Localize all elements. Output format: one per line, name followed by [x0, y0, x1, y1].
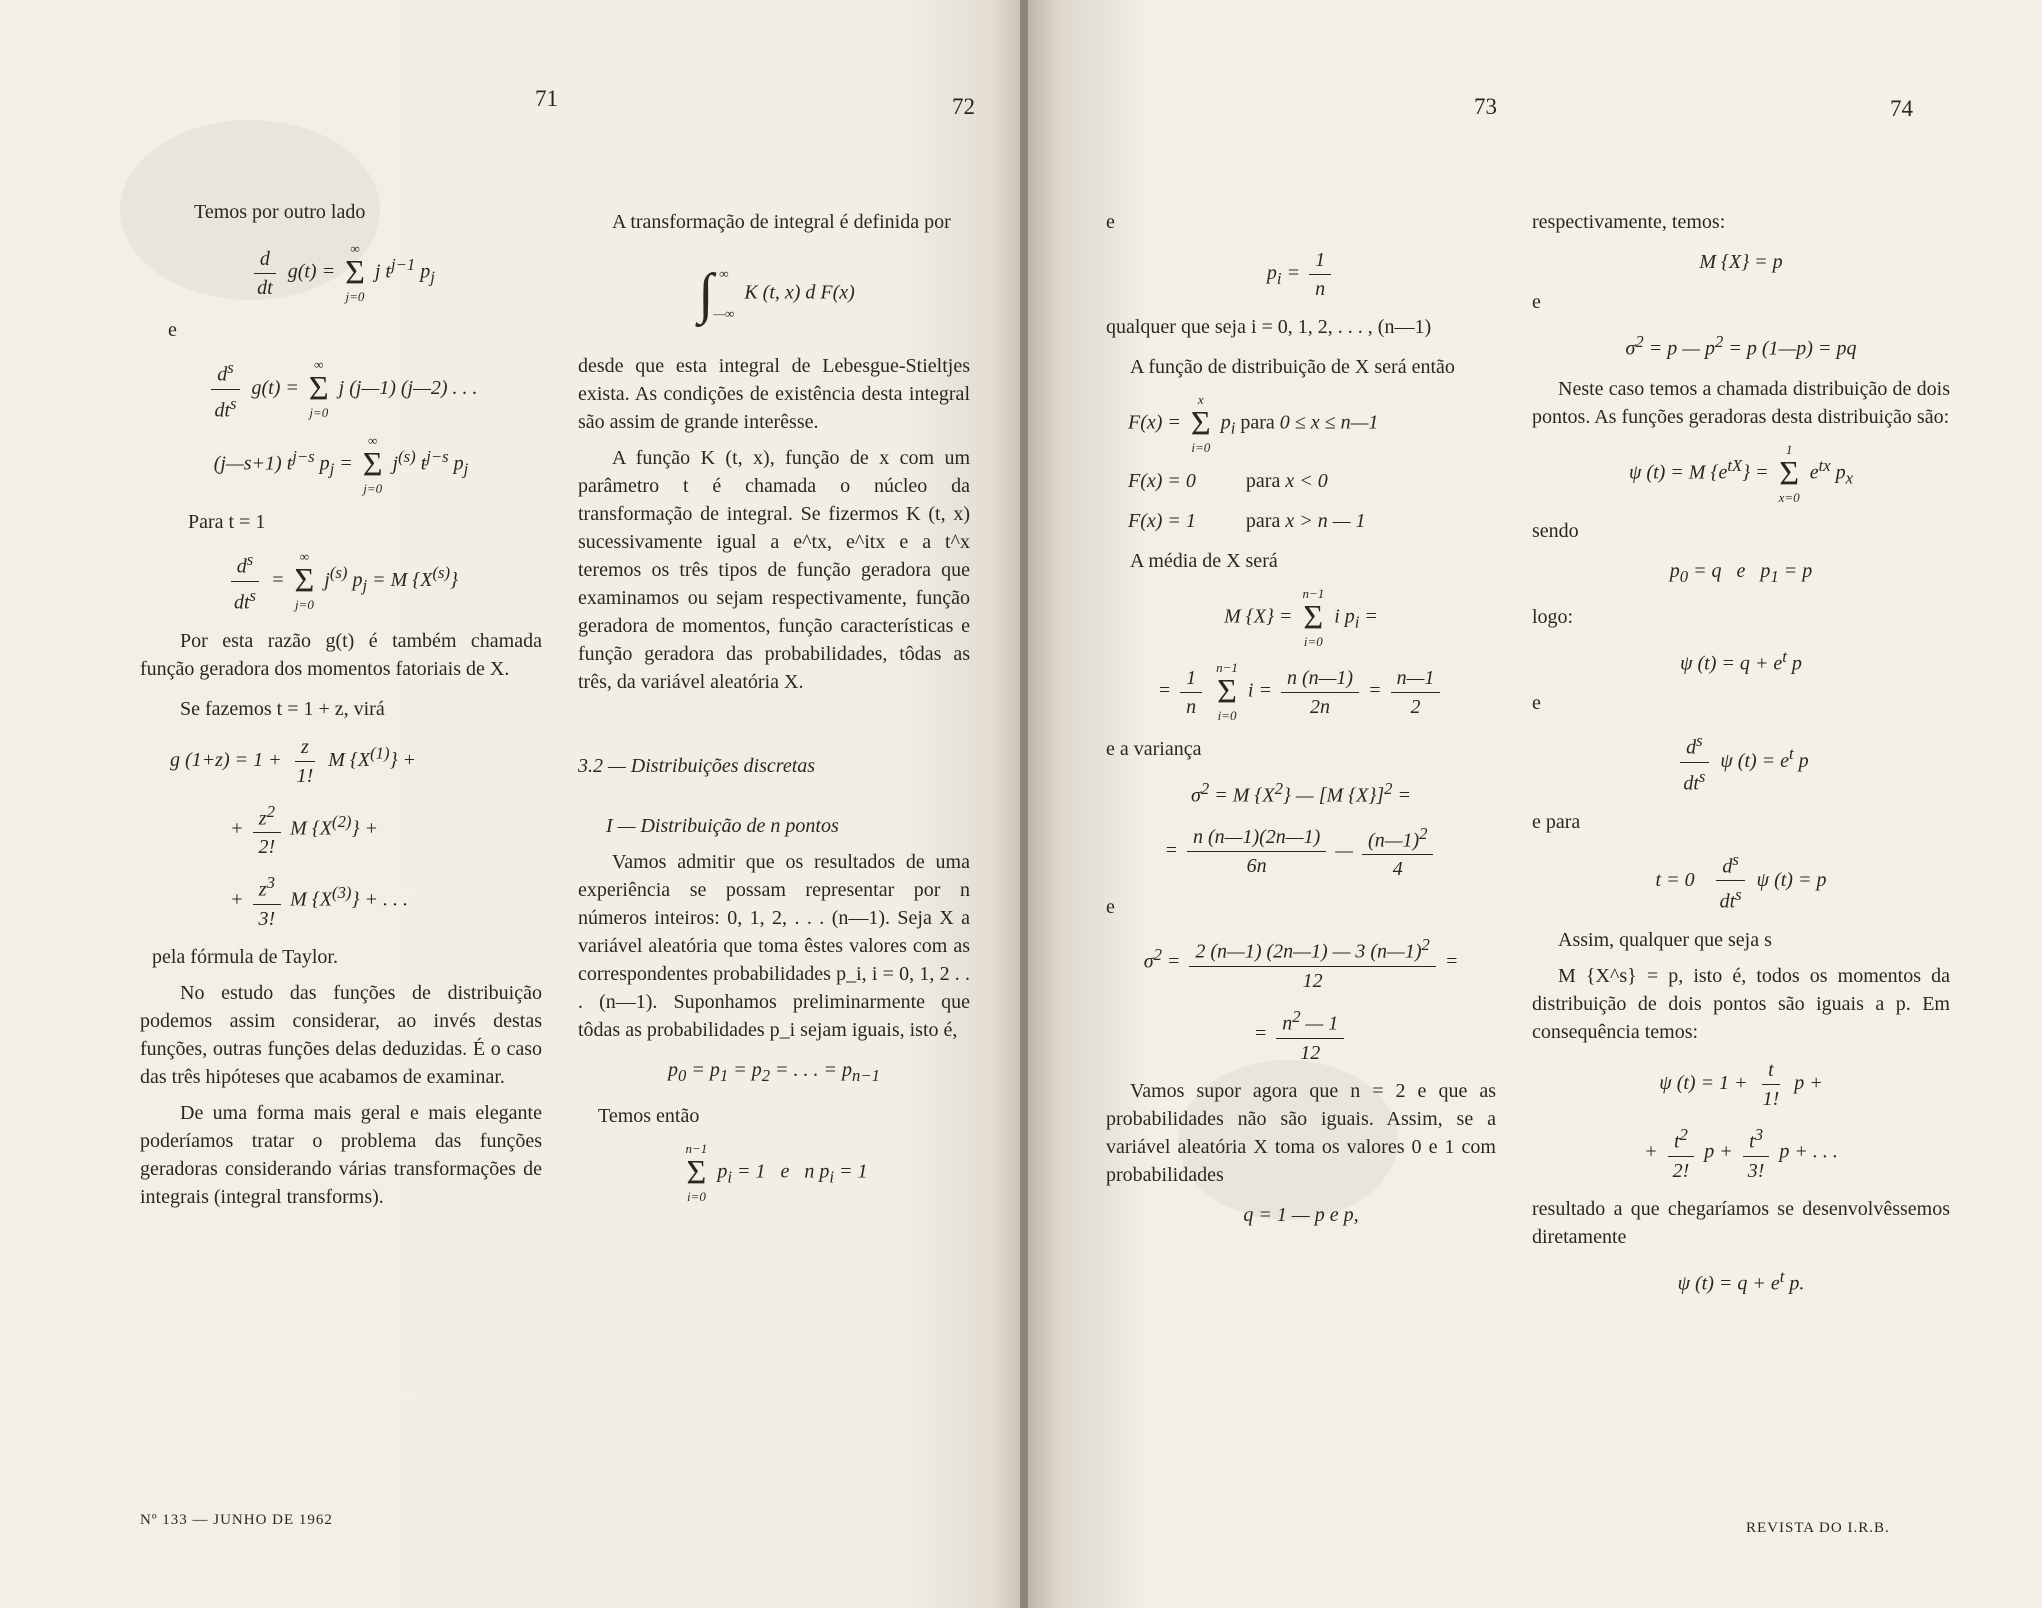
paragraph: e a variança — [1106, 738, 1202, 760]
paragraph: A média de X será — [1130, 550, 1278, 572]
equation: $p_0 = q$ e $p_1 = p$ — [1669, 559, 1813, 586]
page-number-74: 74 — [1890, 96, 1913, 121]
equation: $\frac{d^s}{dt^s}$ ψ $(t) = e^t$ p — [1532, 729, 1950, 795]
page-number-71: 71 — [535, 86, 558, 111]
equation: $p_i$ = $\frac{1}{n}$ — [1106, 248, 1496, 301]
equation: $\frac{d}{dt}$ g(t) = ∞ Σ j=0 j $t^{j-1}$ $p_j$ — [140, 242, 542, 304]
equation: + $\frac{z^3}{3!}$ M $\{X^{(3)}\}$ + . . . — [230, 873, 408, 930]
column-page-72 — [578, 208, 970, 1216]
equation: $\sigma^2 = p$ — $p^2 = p$ (1—p) = pq — [1625, 332, 1857, 360]
equation: ψ $(t) = q + e^t$ p — [1680, 646, 1802, 675]
equation: $\frac{d^s}{dt^s}$ g(t) = ∞ Σ j=0 j (j—1) (j—2) . . . — [140, 356, 542, 422]
paragraph: Para t = 1 — [188, 511, 266, 534]
equation: g (1+z) = 1 + $\frac{z}{1!}$ M $\{X^{(1)}\}$ + — [170, 735, 417, 787]
paragraph: Assim, qualquer que seja s — [1558, 928, 1772, 951]
paragraph: De uma forma mais geral e mais elegante poderíamos tratar o problema das funções geradoras considerando várias transformações de integrais (integral transforms). — [140, 1101, 542, 1208]
conjunction: e — [1532, 692, 1541, 715]
right-page — [1028, 0, 2042, 1608]
section-heading: 3.2 — Distribuições discretas — [578, 755, 816, 777]
paragraph: Vamos supor agora que n = 2 e que as probabilidades não são iguais. Assim, se a variável aleatória X toma os valores 0 e 1 com probabilidades — [1106, 1079, 1496, 1186]
equation: M {X} = p — [1699, 251, 1783, 273]
equation: = $\frac{n^2 — 1}{12}$ — [1106, 1005, 1496, 1065]
equation: F(x) = x Σ i=0 $p_i$ para 0 ≤ x ≤ n—1 — [1128, 392, 1379, 455]
paragraph: e para — [1532, 810, 1581, 833]
conjunction: e — [1532, 291, 1541, 313]
equation: ψ $(t) = q + e^t$ p. — [1677, 1266, 1805, 1295]
equation: $\frac{d^s}{dt^s}$ = ∞ Σ j=0 $j^{(s)}$ $p_j = M$ $\{X^{(s)}\}$ — [140, 548, 542, 614]
paragraph: logo: — [1532, 605, 1574, 628]
page-number-73: 73 — [1474, 94, 1497, 119]
equation: n−1 Σ i=0 $p_i = 1$ e n $p_i = 1$ — [685, 1141, 868, 1204]
equation: F(x) = 0 para x < 0 — [1128, 470, 1328, 492]
column-page-73 — [1106, 208, 1496, 1241]
conjunction: e — [1106, 211, 1115, 233]
footer-journal: REVISTA DO I.R.B. — [1746, 1520, 1890, 1536]
equation: ψ (t) = 1 + $\frac{t}{1!}$ p + — [1659, 1058, 1823, 1110]
paragraph: A transformação de integral é definida por — [612, 211, 951, 233]
paragraph: M {X^s} = p, isto é, todos os momentos da distribuição de dois pontos são iguais a p. Em consequência temos: — [1532, 964, 1950, 1043]
equation: $\sigma^2$ = $\frac{2 (n—1) (2n—1) — 3 (n—1)^2}{12}$ = — [1143, 935, 1459, 992]
paragraph: A função K (t, x), função de x com um parâmetro t é chamada o núcleo da transformação de integral. Se fizermos K (t, x) sucessivamente igual a e^tx, e^itx e a t^x teremos os três tipos de função geradora que examinamos ou sejam respectivamente, função geradora de momentos, função características e função geradora das probabilidades, tôdas as três, da variável aleatória X. — [578, 447, 970, 693]
page-number-72: 72 — [952, 94, 975, 119]
paragraph: sendo — [1532, 519, 1579, 542]
equation: = $\frac{n (n—1)(2n—1)}{6n}$ — $\frac{(n—1)^2}{4}$ — [1106, 822, 1496, 882]
conjunction: e — [1106, 896, 1115, 919]
equation: + $\frac{z^2}{2!}$ M $\{X^{(2)}\}$ + — [230, 801, 378, 859]
equation: + $\frac{t^2}{2!}$ p + $\frac{t^3}{3!}$ p + . . . — [1644, 1124, 1838, 1182]
equation: t = 0 $\frac{d^s}{dt^s}$ ψ (t) = p — [1655, 849, 1827, 913]
column-page-74 — [1532, 208, 1950, 1309]
paragraph: pela fórmula de Taylor. — [152, 945, 338, 968]
subsection-heading: I — Distribuição de n pontos — [606, 815, 839, 837]
equation: (j—s+1) $t^{j-s}$ $p_j$ = ∞ Σ j=0 $j^{(s)}$ $t^{j-s}$ $p_j$ — [213, 433, 469, 497]
paragraph: A função de distribuição de X será então — [1130, 356, 1455, 378]
paragraph: Temos por outro lado — [194, 201, 366, 223]
footer-issue: Nº 133 — JUNHO DE 1962 — [140, 1512, 333, 1528]
paragraph: respectivamente, temos: — [1532, 211, 1726, 233]
equation: $\sigma^2 = M$ $\{X^2\}$ — [M {X}]$^2$ = — [1191, 779, 1411, 807]
equation: $p_0 = p_1 = p_2$ = . . . = $p_{n-1}$ — [668, 1059, 880, 1085]
paragraph: Temos então — [598, 1105, 700, 1127]
paragraph: Se fazemos t = 1 + z, virá — [180, 697, 385, 720]
paragraph: Neste caso temos a chamada distribuição de dois pontos. As funções geradoras desta distribuição são: — [1532, 377, 1950, 428]
paragraph: No estudo das funções de distribuição podemos assim considerar, ao invés destas funções, outras funções delas deduzidas. É o caso das três hipóteses que acabamos de examinar. — [140, 981, 542, 1088]
equation: ψ (t) = M $\{e^{tX}\}$ = 1 Σ x=0 $e^{tx}$ $p_x$ — [1628, 441, 1854, 505]
conjunction: e — [168, 319, 177, 341]
column-page-71 — [140, 198, 542, 1219]
equation: = $\frac{1}{n}$ n−1 Σ i=0 i = $\frac{n (n—1)}{2n}$ = $\frac{n—1}{2}$ — [1106, 661, 1496, 723]
paragraph: Vamos admitir que os resultados de uma experiência se possam representar por n números inteiros: 0, 1, 2, . . . (n—1). Seja X a variável aleatória que toma êstes valores com as correspondentes probabilidades p_i, i = 0, 1, 2 . . . (n—1). Suponhamos preliminarmente que tôdas as probabilidades p_i sejam iguais, isto é, — [578, 851, 970, 1041]
equation: F(x) = 1 para x > n — 1 — [1128, 510, 1366, 532]
equation: q = 1 — p e p, — [1243, 1203, 1359, 1226]
equation: M {X} = n−1 Σ i=0 i $p_i$ = — [1224, 586, 1378, 649]
paragraph: resultado a que chegaríamos se desenvolvêssemos diretamente — [1532, 1197, 1950, 1248]
paragraph: Por esta razão g(t) é também chamada função geradora dos momentos fatoriais de X. — [140, 629, 542, 680]
equation: ∫ ∞ —∞ K (t, x) d F(x) — [698, 263, 855, 325]
paragraph: qualquer que seja i = 0, 1, 2, . . . , (n—1) — [1106, 316, 1432, 338]
paragraph: desde que esta integral de Lebesgue-Stieltjes exista. As condições de existência desta integral são assim de grande interêsse. — [578, 355, 970, 433]
